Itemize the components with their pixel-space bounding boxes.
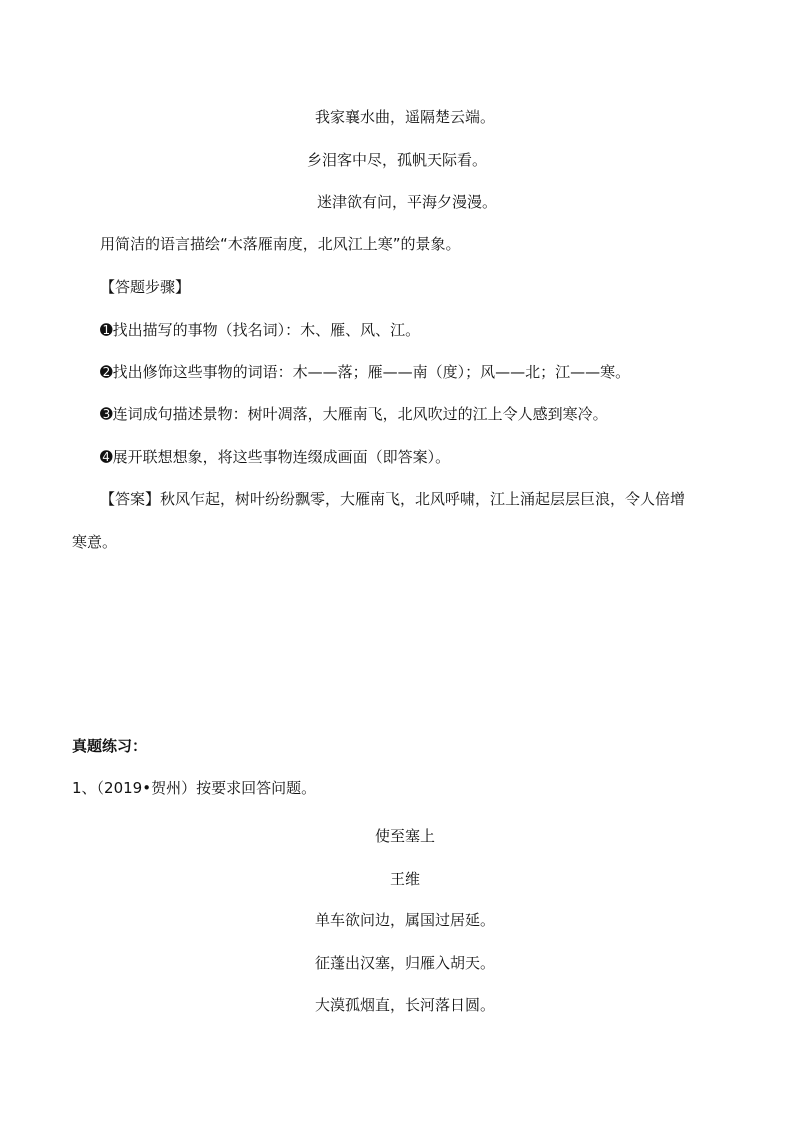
poem-line: 单车欲问边，属国过居延。 bbox=[314, 911, 495, 929]
step-item: ➊找出描写的事物（找名词）：木、雁、风、江。 bbox=[100, 321, 421, 339]
poem-author: 王维 bbox=[389, 870, 420, 888]
practice-heading: 真题练习： bbox=[72, 737, 148, 755]
poem-line: 我家襄水曲，遥隔楚云端。 bbox=[314, 108, 495, 126]
step-item: ➍展开联想想象，将这些事物连缀成画面（即答案）。 bbox=[100, 448, 451, 466]
practice-question: 1、（2019•贺州）按要求回答问题。 bbox=[72, 779, 317, 797]
poem-line: 迷津欲有问，平海夕漫漫。 bbox=[316, 193, 497, 211]
question-text: 用简洁的语言描绘“木落雁南度，北风江上寒”的景象。 bbox=[100, 235, 461, 253]
poem-line: 大漠孤烟直，长河落日圆。 bbox=[314, 996, 495, 1014]
poem-line: 征蓬出汉塞，归雁入胡天。 bbox=[314, 954, 495, 972]
answer-text: 【答案】秋风乍起，树叶纷纷飘零，大雁南飞，北风呼啸，江上涌起层层巨浪，令人倍增 bbox=[100, 490, 686, 508]
poem-line: 乡泪客中尽，孤帆天际看。 bbox=[306, 151, 487, 169]
answer-text-continued: 寒意。 bbox=[72, 533, 118, 551]
step-item: ➌连词成句描述景物：树叶凋落，大雁南飞，北风吹过的江上令人感到寒冷。 bbox=[100, 405, 608, 423]
steps-heading: 【答题步骤】 bbox=[100, 278, 191, 296]
step-item: ➋找出修饰这些事物的词语：木——落；雁——南（度）；风——北；江——寒。 bbox=[100, 363, 631, 381]
poem-title: 使至塞上 bbox=[374, 827, 435, 845]
